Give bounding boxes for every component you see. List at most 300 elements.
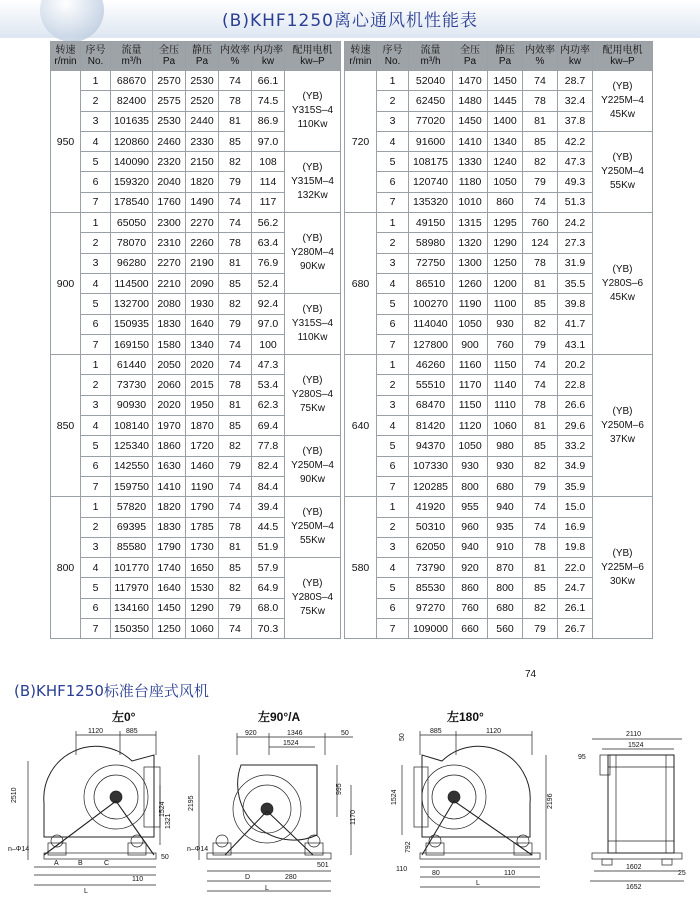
value-cell: 22.0: [558, 558, 593, 578]
value-cell: 56.2: [252, 213, 285, 233]
value-cell: 92.4: [252, 294, 285, 314]
value-cell: 74: [219, 213, 252, 233]
value-cell: 2270: [153, 253, 186, 273]
value-cell: 2320: [153, 152, 186, 172]
value-cell: 85: [219, 558, 252, 578]
value-cell: 5: [81, 294, 111, 314]
value-cell: 1240: [488, 152, 523, 172]
value-cell: 1530: [186, 578, 219, 598]
motor-line: Y225M–4: [601, 94, 644, 106]
value-cell: 1720: [186, 436, 219, 456]
d4-dim-w2: 1524: [628, 742, 644, 749]
header-cell: 静压 Pa: [488, 42, 523, 71]
value-cell: 15.0: [558, 497, 593, 517]
value-cell: 85: [523, 436, 558, 456]
value-cell: 920: [453, 558, 488, 578]
value-cell: 1480: [453, 91, 488, 111]
value-cell: 78070: [111, 233, 153, 253]
value-cell: 860: [488, 192, 523, 212]
value-cell: 5: [377, 152, 409, 172]
value-cell: 1450: [488, 71, 523, 91]
motor-line: Y315S–4: [291, 318, 334, 330]
value-cell: 2: [377, 233, 409, 253]
value-cell: 1790: [153, 537, 186, 557]
value-cell: 2020: [186, 355, 219, 375]
value-cell: 97.0: [252, 314, 285, 334]
d2-bolt: n–Φ14: [187, 846, 209, 853]
d1-dim-s2: 1321: [165, 813, 172, 829]
value-cell: 47.3: [252, 355, 285, 375]
value-cell: 1830: [153, 517, 186, 537]
value-cell: 1650: [186, 558, 219, 578]
value-cell: 117970: [111, 578, 153, 598]
header-row: [51, 42, 341, 71]
value-cell: 81: [523, 111, 558, 131]
value-cell: 2260: [186, 233, 219, 253]
d4-dim-b2: 1652: [626, 884, 642, 891]
value-cell: 1120: [453, 416, 488, 436]
value-cell: 117: [252, 192, 285, 212]
motor-line: (YB): [302, 162, 323, 174]
motor-cell: [593, 213, 653, 355]
value-cell: 81: [219, 253, 252, 273]
value-cell: 2: [81, 517, 111, 537]
motor-cell: [285, 497, 341, 558]
value-cell: 26.1: [558, 598, 593, 618]
motor-line: (YB): [302, 91, 323, 103]
header-cell: 流量 m³/h: [111, 42, 153, 71]
value-cell: 4: [81, 131, 111, 151]
value-cell: 1140: [488, 375, 523, 395]
value-cell: 24.7: [558, 578, 593, 598]
performance-table-right: [344, 41, 653, 639]
value-cell: 79: [523, 476, 558, 496]
value-cell: 760: [523, 213, 558, 233]
value-cell: 3: [81, 111, 111, 131]
value-cell: 94370: [409, 436, 453, 456]
motor-line: (YB): [302, 446, 323, 458]
value-cell: 2: [377, 375, 409, 395]
motor-line: 110Kw: [297, 119, 328, 131]
header-cell: 内功率 kw: [252, 42, 285, 71]
value-cell: 100270: [409, 294, 453, 314]
d2-dim-b1: 280: [285, 874, 297, 881]
value-cell: 79: [219, 172, 252, 192]
value-cell: 5: [377, 436, 409, 456]
value-cell: 800: [453, 476, 488, 496]
value-cell: 74: [219, 355, 252, 375]
header-cell: 配用电机 kw–P: [593, 42, 653, 71]
value-cell: 81: [219, 111, 252, 131]
value-cell: 5: [377, 578, 409, 598]
value-cell: 7: [81, 619, 111, 639]
value-cell: 6: [81, 456, 111, 476]
value-cell: 22.8: [558, 375, 593, 395]
value-cell: 1: [81, 213, 111, 233]
value-cell: 96280: [111, 253, 153, 273]
d1-dim-w2: 885: [126, 728, 138, 735]
value-cell: 44.5: [252, 517, 285, 537]
d3-dim-b2: 110: [504, 870, 516, 877]
value-cell: 930: [488, 314, 523, 334]
motor-line: Y315S–4: [291, 105, 334, 117]
value-cell: 6: [81, 598, 111, 618]
header-cell: 流量 m³/h: [409, 42, 453, 71]
value-cell: 73730: [111, 375, 153, 395]
motor-cell: [285, 71, 341, 152]
value-cell: 2080: [153, 294, 186, 314]
value-cell: 53.4: [252, 375, 285, 395]
value-cell: 7: [377, 476, 409, 496]
value-cell: 52.4: [252, 273, 285, 293]
motor-line: 55Kw: [299, 535, 325, 547]
motor-line: Y280M–4: [291, 247, 334, 259]
motor-line: Y250M–6: [601, 419, 644, 431]
value-cell: 1190: [453, 294, 488, 314]
value-cell: 3: [377, 253, 409, 273]
motor-line: (YB): [302, 578, 323, 590]
value-cell: 2: [377, 517, 409, 537]
value-cell: 74: [523, 497, 558, 517]
value-cell: 2270: [186, 213, 219, 233]
value-cell: 4: [377, 558, 409, 578]
value-cell: 28.7: [558, 71, 593, 91]
d2-dim-w2: 1346: [287, 730, 303, 737]
value-cell: 1290: [488, 233, 523, 253]
motor-line: 37Kw: [609, 433, 635, 445]
d1-dim-s3: 50: [161, 854, 169, 861]
value-cell: 1950: [186, 395, 219, 415]
value-cell: 78: [523, 91, 558, 111]
d1-dim-s1: 1524: [159, 801, 166, 817]
value-cell: 74: [219, 334, 252, 354]
value-cell: 74: [523, 375, 558, 395]
table-row: [51, 71, 341, 91]
value-cell: 2: [81, 375, 111, 395]
d1-dim-b: B: [78, 860, 83, 867]
speed-cell: 900: [51, 213, 81, 355]
value-cell: 1100: [488, 294, 523, 314]
value-cell: 1250: [488, 253, 523, 273]
value-cell: 107330: [409, 456, 453, 476]
motor-line: (YB): [302, 507, 323, 519]
d3-dim-s1: 1524: [391, 789, 398, 805]
table-row: [345, 213, 653, 233]
motor-cell: [285, 436, 341, 497]
value-cell: 1320: [453, 233, 488, 253]
value-cell: 78: [219, 517, 252, 537]
speed-cell: 950: [51, 71, 81, 213]
value-cell: 660: [453, 619, 488, 639]
value-cell: 1160: [453, 355, 488, 375]
value-cell: 1170: [453, 375, 488, 395]
value-cell: 1060: [488, 416, 523, 436]
d2-dim-b2: 501: [317, 862, 329, 869]
value-cell: 39.4: [252, 497, 285, 517]
d2-dim-s1: 995: [336, 783, 343, 795]
header-cell: 转速 r/min: [345, 42, 377, 71]
value-cell: 159750: [111, 476, 153, 496]
value-cell: 1260: [453, 273, 488, 293]
value-cell: 1790: [186, 497, 219, 517]
value-cell: 1150: [453, 395, 488, 415]
value-cell: 1970: [153, 416, 186, 436]
d3-dim-t: 50: [399, 733, 406, 741]
value-cell: 33.2: [558, 436, 593, 456]
value-cell: 41920: [409, 497, 453, 517]
value-cell: 1: [377, 355, 409, 375]
value-cell: 85: [219, 131, 252, 151]
value-cell: 85: [523, 578, 558, 598]
value-cell: 34.9: [558, 456, 593, 476]
value-cell: 35.9: [558, 476, 593, 496]
value-cell: 1050: [453, 314, 488, 334]
value-cell: 81: [219, 537, 252, 557]
value-cell: 1830: [153, 314, 186, 334]
value-cell: 127800: [409, 334, 453, 354]
value-cell: 1150: [488, 355, 523, 375]
value-cell: 114: [252, 172, 285, 192]
motor-line: (YB): [612, 80, 633, 92]
value-cell: 81: [523, 558, 558, 578]
d3-dim-w1: 885: [430, 728, 442, 735]
value-cell: 51.3: [558, 192, 593, 212]
d4-dim-c: 25: [678, 870, 686, 877]
table-row: [51, 213, 341, 233]
value-cell: 81: [523, 273, 558, 293]
motor-line: (YB): [302, 233, 323, 245]
value-cell: 1640: [186, 314, 219, 334]
value-cell: 5: [81, 436, 111, 456]
value-cell: 1820: [186, 172, 219, 192]
value-cell: 2310: [153, 233, 186, 253]
value-cell: 85: [219, 273, 252, 293]
value-cell: 955: [453, 497, 488, 517]
value-cell: 82.4: [252, 456, 285, 476]
value-cell: 31.9: [558, 253, 593, 273]
motor-line: 90Kw: [299, 261, 325, 273]
value-cell: 2520: [186, 91, 219, 111]
motor-line: 132Kw: [297, 190, 328, 202]
value-cell: 108140: [111, 416, 153, 436]
motor-line: Y225M–6: [601, 561, 644, 573]
value-cell: 24.2: [558, 213, 593, 233]
trailing-value: 74: [525, 669, 537, 680]
value-cell: 62450: [409, 91, 453, 111]
motor-line: Y250M–4: [601, 165, 644, 177]
performance-table-left: [50, 41, 341, 639]
value-cell: 1340: [186, 334, 219, 354]
d3-dim-w2: 1120: [486, 728, 502, 735]
value-cell: 7: [377, 334, 409, 354]
header-cell: 配用电机 kw–P: [285, 42, 341, 71]
value-cell: 159320: [111, 172, 153, 192]
value-cell: 169150: [111, 334, 153, 354]
value-cell: 49.3: [558, 172, 593, 192]
value-cell: 1295: [488, 213, 523, 233]
section-subtitle: (B)KHF1250标准台座式风机: [14, 682, 209, 700]
value-cell: 2575: [153, 91, 186, 111]
header-cell: 内功率 kw: [558, 42, 593, 71]
motor-line: 90Kw: [299, 474, 325, 486]
d2-dim-l: L: [265, 885, 269, 892]
value-cell: 1250: [153, 619, 186, 639]
motor-line: 110Kw: [297, 332, 328, 344]
value-cell: 74: [523, 192, 558, 212]
value-cell: 1: [377, 71, 409, 91]
d4-dim-s: 95: [578, 754, 586, 761]
value-cell: 79: [219, 598, 252, 618]
d1-dim-a: A: [54, 860, 59, 867]
value-cell: 940: [453, 537, 488, 557]
value-cell: 26.6: [558, 395, 593, 415]
value-cell: 55510: [409, 375, 453, 395]
value-cell: 74: [219, 497, 252, 517]
value-cell: 2: [377, 91, 409, 111]
motor-cell: [285, 355, 341, 436]
label-left-90: 左90°/A: [258, 710, 301, 724]
value-cell: 3: [81, 537, 111, 557]
value-cell: 4: [81, 558, 111, 578]
value-cell: 935: [488, 517, 523, 537]
value-cell: 1050: [488, 172, 523, 192]
speed-cell: 640: [345, 355, 377, 497]
d2-dim-d: D: [245, 874, 251, 881]
motor-line: (YB): [612, 263, 633, 275]
value-cell: 74.5: [252, 91, 285, 111]
value-cell: 66.1: [252, 71, 285, 91]
d4-dim-w1: 2110: [626, 731, 642, 738]
value-cell: 960: [453, 517, 488, 537]
value-cell: 61440: [111, 355, 153, 375]
value-cell: 85: [219, 416, 252, 436]
header-cell: 静压 Pa: [186, 42, 219, 71]
value-cell: 2060: [153, 375, 186, 395]
motor-cell: [593, 497, 653, 639]
value-cell: 42.2: [558, 131, 593, 151]
value-cell: 870: [488, 558, 523, 578]
value-cell: 760: [453, 598, 488, 618]
table-row: [51, 558, 341, 578]
value-cell: 81: [523, 416, 558, 436]
value-cell: 5: [377, 294, 409, 314]
value-cell: 78: [523, 537, 558, 557]
value-cell: 81: [219, 395, 252, 415]
drawing-left-180: [392, 725, 568, 897]
value-cell: 2: [81, 91, 111, 111]
table-row: [51, 436, 341, 456]
speed-cell: 850: [51, 355, 81, 497]
motor-line: 55Kw: [609, 179, 635, 191]
value-cell: 68.0: [252, 598, 285, 618]
motor-line: 75Kw: [299, 606, 325, 618]
value-cell: 108: [252, 152, 285, 172]
value-cell: 2570: [153, 71, 186, 91]
value-cell: 120860: [111, 131, 153, 151]
value-cell: 125340: [111, 436, 153, 456]
value-cell: 560: [488, 619, 523, 639]
motor-line: (YB): [302, 304, 323, 316]
value-cell: 1: [377, 213, 409, 233]
value-cell: 1: [81, 71, 111, 91]
value-cell: 2: [81, 233, 111, 253]
d3-dim-h: 2196: [547, 793, 554, 809]
d3-dim-b1: 80: [432, 870, 440, 877]
value-cell: 85: [523, 131, 558, 151]
motor-cell: [285, 152, 341, 213]
value-cell: 85530: [409, 578, 453, 598]
value-cell: 50310: [409, 517, 453, 537]
value-cell: 78: [523, 395, 558, 415]
motor-line: Y250M–4: [291, 521, 334, 533]
value-cell: 150350: [111, 619, 153, 639]
value-cell: 1760: [153, 192, 186, 212]
value-cell: 78: [219, 91, 252, 111]
value-cell: 980: [488, 436, 523, 456]
value-cell: 1730: [186, 537, 219, 557]
value-cell: 114500: [111, 273, 153, 293]
value-cell: 43.1: [558, 334, 593, 354]
value-cell: 108175: [409, 152, 453, 172]
value-cell: 7: [81, 476, 111, 496]
page-title: (B)KHF1250离心通风机性能表: [222, 11, 478, 31]
value-cell: 1450: [453, 111, 488, 131]
value-cell: 1630: [153, 456, 186, 476]
value-cell: 77020: [409, 111, 453, 131]
value-cell: 1785: [186, 517, 219, 537]
header-cell: 转速 r/min: [51, 42, 81, 71]
value-cell: 58980: [409, 233, 453, 253]
value-cell: 1640: [153, 578, 186, 598]
table-body-right: [345, 42, 653, 639]
motor-line: 45Kw: [609, 291, 635, 303]
value-cell: 74: [523, 71, 558, 91]
motor-cell: [285, 294, 341, 355]
value-cell: 16.9: [558, 517, 593, 537]
value-cell: 4: [377, 416, 409, 436]
motor-line: Y280S–6: [601, 277, 644, 289]
value-cell: 1010: [453, 192, 488, 212]
value-cell: 3: [377, 111, 409, 131]
value-cell: 1180: [453, 172, 488, 192]
value-cell: 124: [523, 233, 558, 253]
value-cell: 86.9: [252, 111, 285, 131]
value-cell: 680: [488, 476, 523, 496]
d4-dim-b1: 1602: [626, 864, 642, 871]
table-row: [345, 497, 653, 517]
value-cell: 79: [219, 456, 252, 476]
value-cell: 57.9: [252, 558, 285, 578]
value-cell: 760: [488, 334, 523, 354]
value-cell: 69.4: [252, 416, 285, 436]
d2-dim-h: 2195: [188, 795, 195, 811]
value-cell: 1470: [453, 71, 488, 91]
value-cell: 3: [377, 395, 409, 415]
value-cell: 178540: [111, 192, 153, 212]
value-cell: 2150: [186, 152, 219, 172]
value-cell: 1820: [153, 497, 186, 517]
value-cell: 1860: [153, 436, 186, 456]
value-cell: 63.4: [252, 233, 285, 253]
value-cell: 7: [377, 619, 409, 639]
value-cell: 2210: [153, 273, 186, 293]
value-cell: 4: [377, 131, 409, 151]
value-cell: 82: [523, 598, 558, 618]
value-cell: 1200: [488, 273, 523, 293]
speed-cell: 680: [345, 213, 377, 355]
motor-line: 45Kw: [609, 108, 635, 120]
value-cell: 3: [377, 537, 409, 557]
